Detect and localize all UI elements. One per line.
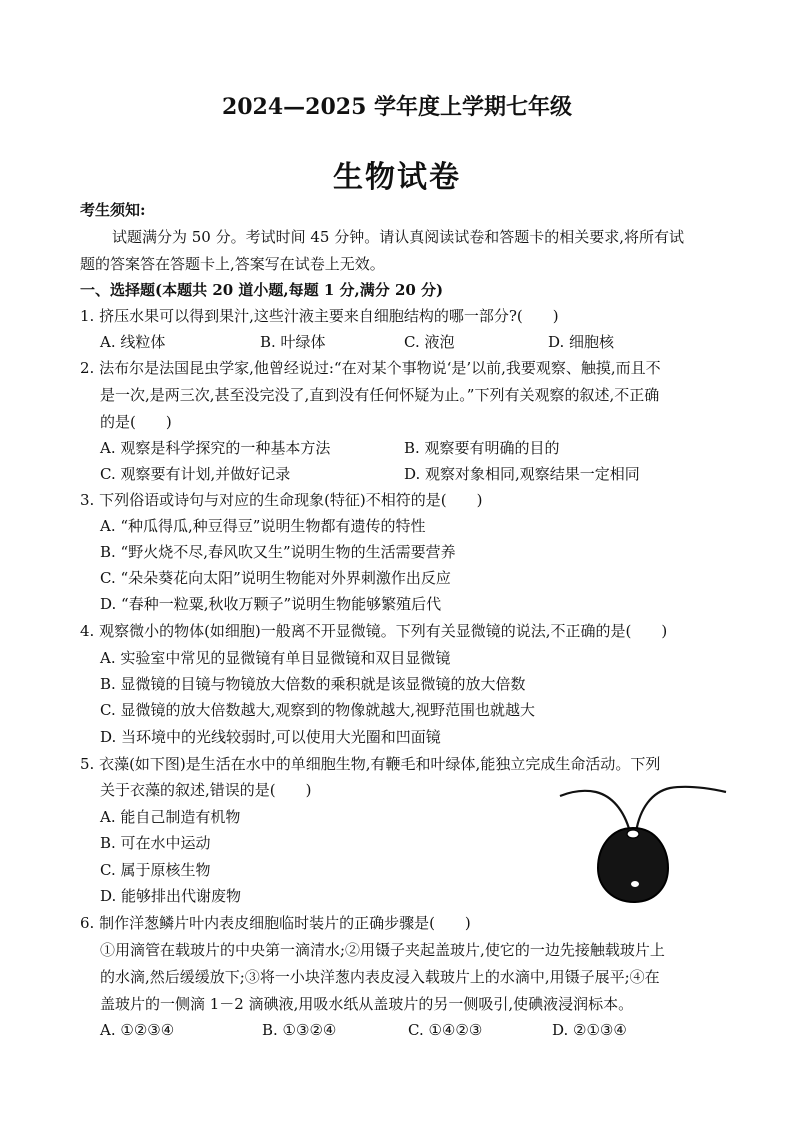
flagellum-right [636, 787, 726, 832]
cell-body [598, 828, 668, 902]
q3-option-a: A. “种瓜得瓜,种豆得豆”说明生物都有遗传的特性 [100, 517, 426, 535]
q5-option-a: A. 能自己制造有机物 [100, 808, 241, 826]
q1-option-c: C. 液泡 [404, 333, 455, 351]
q4-option-a: A. 实验室中常见的显微镜有单目显微镜和双目显微镜 [100, 649, 451, 667]
q4-option-d: D. 当环境中的光线较弱时,可以使用大光圈和凹面镜 [100, 728, 441, 746]
q6-option-d: D. ②①③④ [552, 1021, 627, 1039]
q3-option-c: C. “朵朵葵花向太阳”说明生物能对外界刺激作出反应 [100, 569, 451, 587]
q6-step-line-2: 的水滴,然后缓缓放下;③将一小块洋葱内表皮浸入载玻片上的水滴中,用镊子展平;④在 [100, 968, 660, 986]
q1-option-b: B. 叶绿体 [260, 333, 326, 351]
q6-option-a: A. ①②③④ [100, 1021, 175, 1039]
q6-step-line-1: ①用滴管在载玻片的中央第一滴清水;②用镊子夹起盖玻片,使它的一边先接触载玻片上 [100, 941, 665, 959]
q4-stem: 4. 观察微小的物体(如细胞)一般离不开显微镜。下列有关显微镜的说法,不正确的是( ) [80, 622, 668, 640]
q5-stem-line-2: 关于衣藻的叙述,错误的是( ) [100, 781, 312, 799]
notice-label: 考生须知: [80, 201, 146, 219]
exam-subtitle: 生物试卷 [333, 160, 461, 195]
q6-stem: 6. 制作洋葱鳞片叶内表皮细胞临时装片的正确步骤是( ) [80, 914, 471, 932]
chlamydomonas-figure [558, 770, 738, 910]
section-1-heading: 一、选择题(本题共 20 道小题,每题 1 分,满分 20 分) [80, 281, 444, 299]
notice-line-1: 试题满分为 50 分。考试时间 45 分钟。请认真阅读试卷和答题卡的相关要求,将所有试 [112, 228, 685, 246]
q3-option-d: D. “春种一粒粟,秋收万颗子”说明生物能够繁殖后代 [100, 595, 442, 613]
flagellum-left [560, 791, 630, 832]
q2-option-a: A. 观察是科学探究的一种基本方法 [100, 439, 331, 457]
q3-option-b: B. “野火烧不尽,春风吹又生”说明生物的生活需要营养 [100, 543, 456, 561]
q2-stem-line-3: 的是( ) [100, 413, 172, 431]
q5-stem-line-1: 5. 衣藻(如下图)是生活在水中的单细胞生物,有鞭毛和叶绿体,能独立完成生命活动。下列 [80, 755, 661, 773]
q1-option-d: D. 细胞核 [548, 333, 615, 351]
q5-option-c: C. 属于原核生物 [100, 861, 211, 879]
q1-stem: 1. 挤压水果可以得到果汁,这些汁液主要来自细胞结构的哪一部分?( ) [80, 307, 559, 325]
q6-step-line-3: 盖玻片的一侧滴 1－2 滴碘液,用吸水纸从盖玻片的另一侧吸引,使碘液浸润标本。 [100, 995, 634, 1013]
q5-option-b: B. 可在水中运动 [100, 834, 211, 852]
q2-stem-line-2: 是一次,是两三次,甚至没完没了,直到没有任何怀疑为止。”下列有关观察的叙述,不正确 [100, 386, 660, 404]
q1-option-a: A. 线粒体 [100, 333, 166, 351]
q6-option-c: C. ①④②③ [408, 1021, 483, 1039]
q2-option-c: C. 观察要有计划,并做好记录 [100, 465, 291, 483]
pyrenoid [631, 881, 639, 887]
q2-option-b: B. 观察要有明确的目的 [404, 439, 560, 457]
q5-option-d: D. 能够排出代谢废物 [100, 887, 242, 905]
q4-option-b: B. 显微镜的目镜与物镜放大倍数的乘积就是该显微镜的放大倍数 [100, 675, 526, 693]
q4-option-c: C. 显微镜的放大倍数越大,观察到的物像就越大,视野范围也就越大 [100, 701, 536, 719]
q6-option-b: B. ①③②④ [262, 1021, 337, 1039]
notice-line-2: 题的答案答在答题卡上,答案写在试卷上无效。 [80, 255, 385, 273]
exam-title: 2024—2025 学年度上学期七年级 [221, 94, 573, 120]
papilla [627, 830, 639, 838]
q3-stem: 3. 下列俗语或诗句与对应的生命现象(特征)不相符的是( ) [80, 491, 483, 509]
q2-option-d: D. 观察对象相同,观察结果一定相同 [404, 465, 640, 483]
q2-stem-line-1: 2. 法布尔是法国昆虫学家,他曾经说过:“在对某个事物说‘是’以前,我要观察、触摸,而且不 [80, 359, 661, 377]
